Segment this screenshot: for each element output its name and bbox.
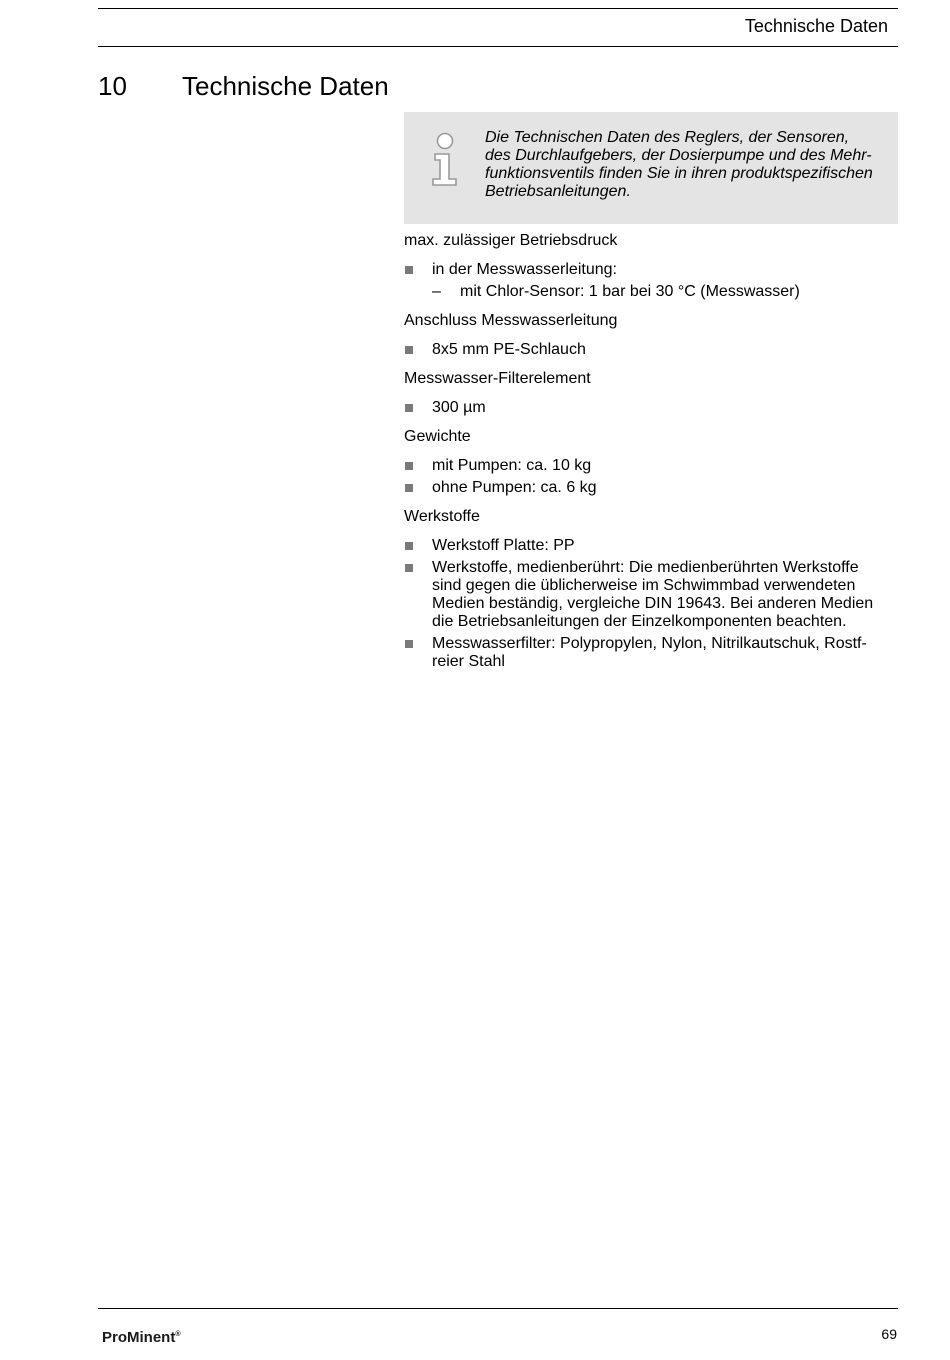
dash-bullet-icon: –	[432, 283, 441, 300]
registered-mark: ®	[175, 1331, 181, 1338]
square-bullet-icon	[405, 484, 413, 492]
sub-list-item	[432, 283, 898, 301]
square-bullet-icon	[405, 266, 413, 274]
sub-list-item-text: mit Chlor-Sensor: 1 bar bei 30 °C (Messwasser)	[460, 283, 800, 300]
running-header-title: Technische Daten	[744, 16, 888, 36]
technical-data-content	[404, 232, 898, 671]
list-item-line: die Betriebsanleitungen der Einzelkomponenten beachten.	[432, 613, 847, 630]
list-item	[404, 537, 898, 555]
pressure-list	[404, 261, 898, 301]
list-item-line: Medien beständig, vergleiche DIN 19643. Bei anderen Medien	[432, 595, 874, 612]
list-item-text: 8x5 mm PE-Schlauch	[432, 341, 586, 358]
list-item-text: 300 µm	[432, 399, 486, 416]
info-icon	[428, 132, 462, 188]
list-item-line: sind gegen die üblicherweise im Schwimmbad verwendeten	[432, 577, 856, 594]
header-rule-bottom	[98, 46, 898, 47]
brand-name: ProMinent	[102, 1329, 176, 1346]
list-item-line: reier Stahl	[432, 653, 505, 670]
weights-list	[404, 457, 898, 497]
page-number: 69	[881, 1326, 897, 1342]
info-text-line: funktionsventils finden Sie in ihren produktspezifischen	[485, 165, 873, 182]
info-text	[485, 129, 890, 201]
section-heading-filter: Messwasser-Filterelement	[404, 370, 591, 387]
chapter-number: 10	[98, 71, 127, 101]
info-text-line: des Durchlaufgebers, der Dosierpumpe und des Mehr-	[485, 147, 872, 164]
section-heading-connection: Anschluss Messwasserleitung	[404, 312, 618, 329]
square-bullet-icon	[405, 462, 413, 470]
list-item	[404, 341, 898, 359]
list-item	[404, 399, 898, 417]
footer-rule	[98, 1308, 898, 1309]
header-rule-top	[98, 8, 898, 9]
square-bullet-icon	[405, 346, 413, 354]
list-item	[404, 635, 898, 671]
info-text-line: Betriebsanleitungen.	[485, 183, 631, 200]
list-item	[404, 479, 898, 497]
square-bullet-icon	[405, 404, 413, 412]
connection-list	[404, 341, 898, 359]
list-item-text: mit Pumpen: ca. 10 kg	[432, 457, 592, 474]
list-item-text: ohne Pumpen: ca. 6 kg	[432, 479, 597, 496]
section-heading-weights: Gewichte	[404, 428, 471, 445]
section-heading-pressure: max. zulässiger Betriebsdruck	[404, 232, 618, 249]
prominent-logo	[102, 1326, 181, 1347]
pressure-sublist	[432, 283, 898, 301]
list-item	[404, 261, 898, 301]
square-bullet-icon	[405, 542, 413, 550]
list-item	[404, 457, 898, 475]
list-item	[404, 559, 898, 631]
list-item-text: in der Messwasserleitung:	[432, 261, 617, 278]
section-heading-materials: Werkstoffe	[404, 508, 480, 525]
info-box	[404, 112, 898, 224]
square-bullet-icon	[405, 564, 413, 572]
materials-list	[404, 537, 898, 671]
list-item-line: Werkstoffe, medienberührt: Die medienberührten Werkstoffe	[432, 559, 859, 576]
info-text-line: Die Technischen Daten des Reglers, der Sensoren,	[485, 129, 850, 146]
chapter-title: Technische Daten	[182, 71, 389, 101]
filter-list	[404, 399, 898, 417]
square-bullet-icon	[405, 640, 413, 648]
list-item-line: Messwasserfilter: Polypropylen, Nylon, Nitrilkautschuk, Rostf-	[432, 635, 867, 652]
list-item-text: Werkstoff Platte: PP	[432, 537, 575, 554]
